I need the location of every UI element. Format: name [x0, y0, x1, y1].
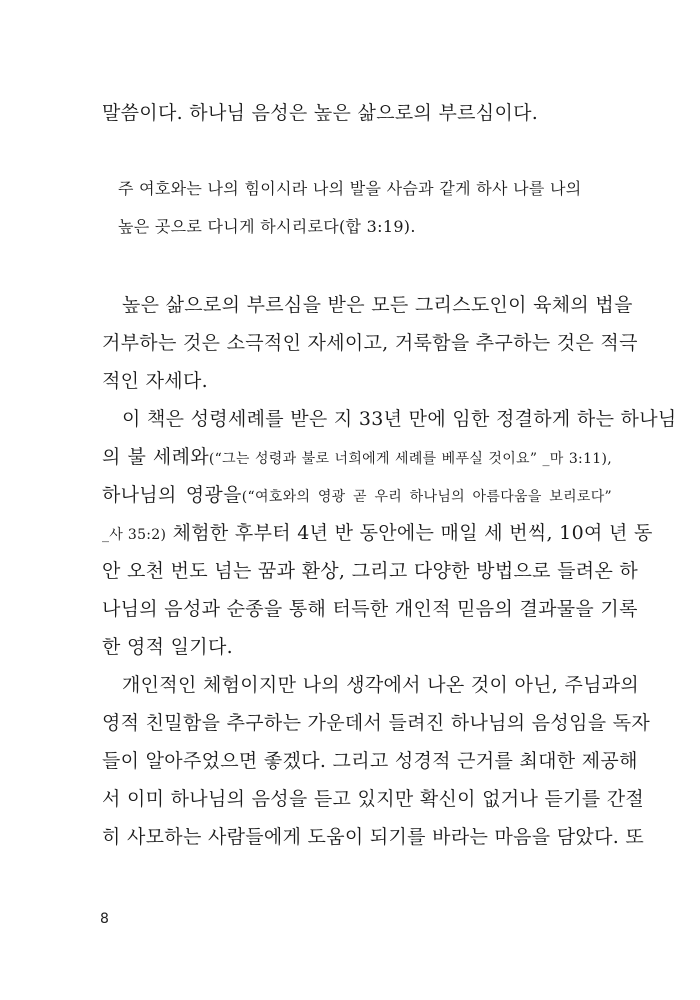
scripture-reference: _사 35:2): [102, 527, 167, 543]
paragraph-text: 하나님의 영광을: [102, 484, 242, 506]
paragraph-line: 높은 삶으로의 부르심을 받은 모든 그리스도인이 육체의 법을: [122, 294, 633, 316]
paragraph-line: 개인적인 체험이지만 나의 생각에서 나온 것이 아닌, 주님과의: [122, 674, 640, 696]
opening-line: 말씀이다. 하나님 음성은 높은 삶으로의 부르심이다.: [102, 102, 539, 124]
paragraph-line: 영적 친밀함을 추구하는 가운데서 들려진 하나님의 음성임을 독자: [102, 712, 651, 734]
quote-line: 주 여호와는 나의 힘이시라 나의 발을 사슴과 같게 하사 나를 나의: [118, 179, 582, 198]
quote-line: 높은 곳으로 다니게 하시리로다(합 3:19).: [118, 217, 416, 236]
paragraph-line: 한 영적 일기다.: [102, 636, 233, 658]
paragraph-line: 적인 자세다.: [102, 370, 208, 392]
paragraph-line: 서 이미 하나님의 음성을 듣고 있지만 확신이 없거나 듣기를 간절: [102, 788, 645, 810]
paragraph-line: 안 오천 번도 넘는 꿈과 환상, 그리고 다양한 방법으로 들려온 하: [102, 560, 639, 582]
paragraph-line: 거부하는 것은 소극적인 자세이고, 거룩함을 추구하는 것은 적극: [102, 332, 638, 354]
paragraph-line: 나님의 음성과 순종을 통해 터득한 개인적 믿음의 결과물을 기록: [102, 598, 638, 620]
paragraph-line: 이 책은 성령세례를 받은 지 33년 만에 임한 정결하게 하는 하나님: [122, 408, 677, 430]
scripture-reference: (“여호와의 영광 곧 우리 하나님의 아름다움을 보리로다”: [241, 489, 612, 505]
paragraph-line: [102, 442, 612, 469]
paragraph-line: 히 사모하는 사람들에게 도움이 되기를 바라는 마음을 담았다. 또: [102, 826, 645, 848]
paragraph-line: [102, 518, 653, 545]
page-number: 8: [100, 911, 109, 927]
paragraph-line: [102, 480, 612, 507]
paragraph-text: 체험한 후부터 4년 반 동안에는 매일 세 번씩, 10여 년 동: [166, 522, 653, 544]
scripture-reference: (“그는 성령과 불로 너희에게 세례를 베푸실 것이요” _마 3:11),: [208, 451, 612, 467]
paragraph-text: 의 불 세례와: [102, 446, 209, 468]
paragraph-line: 들이 알아주었으면 좋겠다. 그리고 성경적 근거를 최대한 제공해: [102, 750, 638, 772]
